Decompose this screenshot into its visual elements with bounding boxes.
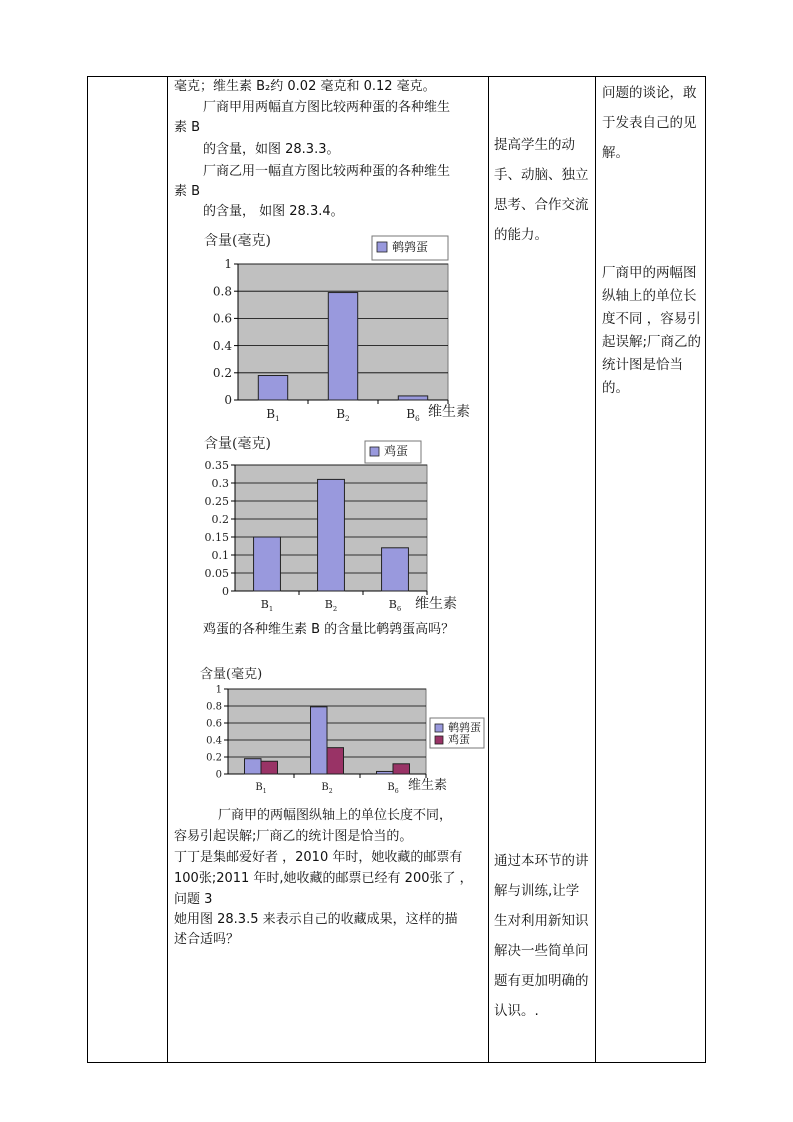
y-tick-label: 0.8: [206, 701, 222, 713]
bar-鹌鹑蛋-B1: [245, 759, 262, 774]
chicken-egg-bar-chart: [190, 432, 470, 617]
legend-swatch: [377, 242, 387, 252]
text-line: 述合适吗？: [174, 932, 240, 947]
x-tick-label: $B_2$: [324, 598, 338, 613]
x-tick-label: $B_1$: [255, 782, 267, 795]
column-divider: [595, 77, 596, 1062]
x-tick-label: $B_6$: [387, 782, 399, 795]
legend-label: 鸡蛋: [448, 733, 470, 746]
y-tick-label: 0: [224, 393, 232, 408]
y-tick-label: 0.1: [211, 548, 229, 562]
y-tick-label: 0.05: [204, 566, 229, 580]
x-axis-title: 维生素: [428, 404, 470, 420]
objective-note: 提高学生的动手、动脑、独立思考、合作交流的能力。: [494, 137, 589, 243]
bar-鹌鹑蛋-B2: [328, 293, 357, 400]
text-line: 的含量， 如图 28.3.4。: [203, 204, 344, 219]
y-tick-label: 0.8: [212, 284, 232, 299]
bar-鹌鹑蛋-B6: [377, 771, 394, 774]
bar-鸡蛋-B2: [327, 748, 344, 774]
y-tick-label: 1: [224, 257, 232, 272]
text-line: 的含量，如图 28.3.3。: [203, 142, 340, 157]
y-tick-label: 0.6: [212, 311, 232, 326]
y-tick-label: 1: [215, 684, 222, 696]
legend-label: 鸡蛋: [384, 444, 409, 458]
bar-鸡蛋-B6: [382, 548, 409, 591]
bar-鹌鹑蛋-B6: [398, 396, 427, 400]
y-tick-label: 0: [222, 584, 229, 598]
y-tick-label: 0.2: [212, 366, 232, 380]
quail-egg-bar-chart: [190, 228, 490, 423]
x-axis-title: 维生素: [408, 778, 448, 793]
question-line: 鸡蛋的各种维生素 B 的含量比鹌鹑蛋高吗？: [203, 622, 455, 637]
x-axis-title: 维生素: [415, 596, 457, 612]
text-line: 毫克；维生素 B₂约 0.02 毫克和 0.12 毫克。: [174, 79, 436, 94]
legend-label: 鹌鹑蛋: [392, 240, 429, 254]
bar-鸡蛋-B2: [318, 479, 345, 591]
bar-鹌鹑蛋-B1: [258, 376, 287, 400]
text-line: 素 B: [174, 184, 201, 199]
x-tick-label: $B_1$: [260, 598, 274, 613]
remark-note: 厂商甲的两幅图纵轴上的单位长度不同 ，容易引起误解;厂商乙的统计图是恰当的。: [602, 265, 702, 396]
text-line: 丁丁是集邮爱好者 ，2010 年时，她收藏的邮票有: [174, 850, 463, 865]
text-line: 她用图 28.3.5 来表示自己的收藏成果，这样的描: [174, 912, 458, 927]
x-tick-label: $B_1$: [266, 407, 280, 423]
x-tick-label: $B_2$: [321, 782, 333, 795]
x-tick-label: $B_6$: [388, 598, 402, 613]
y-tick-label: 0.35: [204, 458, 229, 472]
objective-note: 通过本环节的讲解与训练,让学生对利用新知识解决一些简单问题有更加明确的认识。.: [494, 853, 589, 1019]
y-tick-label: 0.15: [204, 530, 229, 544]
y-tick-label: 0.2: [206, 752, 222, 764]
y-axis-title: 含量(毫克): [204, 233, 271, 249]
bar-鸡蛋-B1: [261, 761, 278, 774]
text-line: 容易引起误解;厂商乙的统计图是恰当的。: [174, 829, 413, 844]
y-axis-title: 含量(毫克): [204, 436, 271, 452]
text-line: 素 B: [174, 120, 201, 135]
legend-swatch: [435, 736, 443, 744]
bar-鸡蛋-B6: [393, 764, 410, 774]
combined-bar-chart: [190, 662, 490, 797]
bar-鸡蛋-B1: [254, 537, 281, 591]
column-divider: [488, 77, 489, 1062]
column-divider: [167, 77, 168, 1062]
remark-note: 问题的谈论，敢于发表自己的见解。: [602, 85, 697, 161]
x-tick-label: $B_2$: [336, 407, 350, 423]
y-tick-label: 0.4: [206, 735, 222, 747]
y-tick-label: 0.25: [204, 494, 229, 508]
y-tick-label: 0.4: [212, 338, 232, 353]
y-tick-label: 0.2: [211, 512, 229, 526]
legend-label: 鹌鹑蛋: [448, 721, 481, 734]
text-line: 厂商甲用两幅直方图比较两种蛋的各种维生: [203, 100, 451, 115]
y-axis-title: 含量(毫克): [200, 667, 263, 682]
x-tick-label: $B_6$: [406, 407, 420, 423]
text-line: 问题 3: [174, 892, 213, 907]
bar-鹌鹑蛋-B2: [311, 707, 328, 774]
y-tick-label: 0: [215, 769, 222, 781]
text-line: 厂商甲的两幅图纵轴上的单位长度不同，: [218, 808, 453, 823]
legend-swatch: [435, 724, 443, 732]
text-line: 厂商乙用一幅直方图比较两种蛋的各种维生: [203, 164, 451, 179]
legend-swatch: [370, 447, 379, 456]
text-line: 100张;2011 年时,她收藏的邮票已经有 200张了 ，: [174, 871, 473, 886]
y-tick-label: 0.3: [211, 476, 229, 490]
y-tick-label: 0.6: [206, 718, 222, 730]
